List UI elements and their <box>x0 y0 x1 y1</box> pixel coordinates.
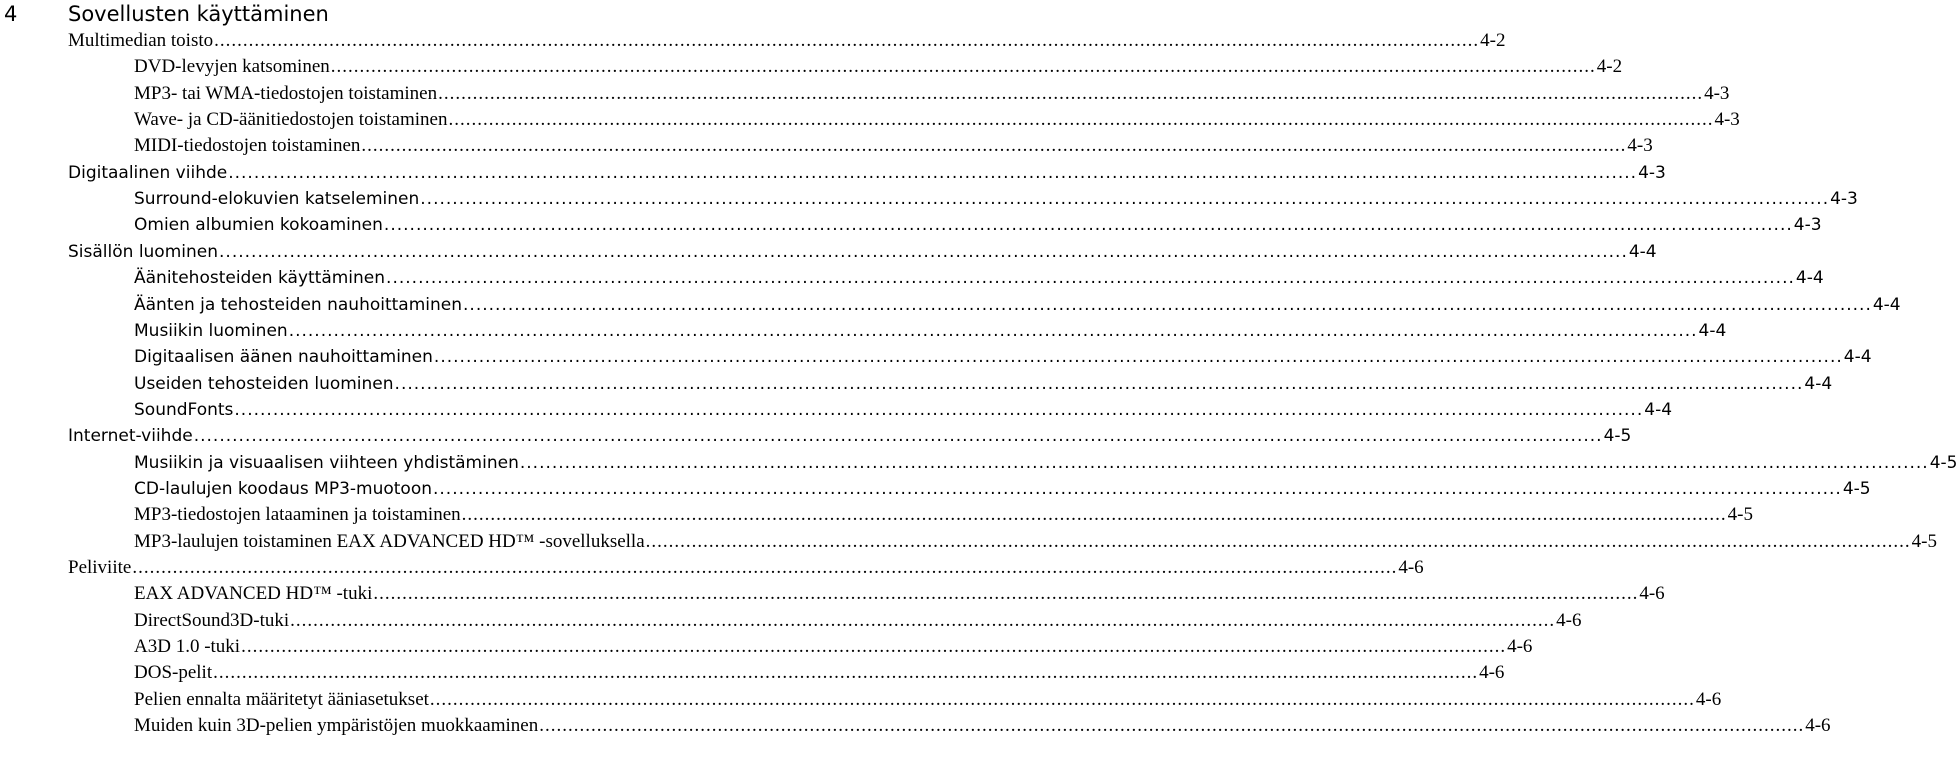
toc-page-number: 4-3 <box>1830 189 1858 210</box>
toc-page-number: 4-5 <box>1603 426 1632 447</box>
toc-entry-title: MP3- tai WMA-tiedostojen toistaminen <box>134 82 438 104</box>
toc-entry[interactable] <box>134 450 1957 476</box>
dot-leader: ............................................................................................................................................................................................................................ <box>394 373 1804 394</box>
chapter-header <box>0 0 960 28</box>
toc-page-number: 4-6 <box>1479 662 1505 684</box>
dot-leader: ............................................................................................................................................................................................................................ <box>383 215 1793 236</box>
toc-entry-title: MP3-laulujen toistaminen EAX ADVANCED HD™ -sovelluksella <box>134 530 645 552</box>
dot-leader: ............................................................................................................................................................................................................................ <box>448 109 1714 131</box>
toc-entry[interactable] <box>134 107 1740 133</box>
toc-entry[interactable] <box>134 687 1722 713</box>
toc-entry[interactable] <box>134 212 1822 238</box>
toc-entry-title: Internet-viihde <box>68 426 193 447</box>
dot-leader: ............................................................................................................................................................................................................................ <box>214 30 1480 51</box>
toc-page-number: 4-4 <box>1804 373 1833 394</box>
toc-entry[interactable] <box>68 28 1506 54</box>
toc-page-number: 4-4 <box>1628 241 1657 262</box>
toc-entry[interactable] <box>134 581 1665 607</box>
toc-entry[interactable] <box>134 529 1937 555</box>
toc-entry-title: A3D 1.0 -tuki <box>134 636 241 658</box>
dot-leader: ............................................................................................................................................................................................................................ <box>288 320 1698 341</box>
toc-entry-title: Omien albumien kokoaminen <box>134 215 383 236</box>
toc-page-number: 4-3 <box>1627 135 1653 157</box>
toc-entry-title: DOS-pelit <box>134 662 213 684</box>
toc-page-number: 4-6 <box>1805 715 1831 737</box>
toc-entry-title: MP3-tiedostojen lataaminen ja toistaminen <box>134 504 461 526</box>
dot-leader: ............................................................................................................................................................................................................................ <box>420 189 1830 210</box>
chapter-number: 4 <box>4 2 18 26</box>
toc-page-number: 4-2 <box>1480 30 1506 51</box>
toc-entry[interactable] <box>134 397 1673 423</box>
toc-entry[interactable] <box>134 660 1505 686</box>
toc-entry-title: Peliviite <box>68 557 132 578</box>
toc-page-number: 4-4 <box>1843 347 1872 368</box>
toc-entry-title: EAX ADVANCED HD™ -tuki <box>134 583 373 605</box>
toc-page-number: 4-2 <box>1596 56 1623 78</box>
toc-entry-title: SoundFonts <box>134 399 234 420</box>
toc-entry-title: Surround-elokuvien katseleminen <box>134 189 420 210</box>
toc-page-number: 4-5 <box>1911 530 1937 552</box>
toc-page-number: 4-4 <box>1872 294 1901 315</box>
dot-leader: ............................................................................................................................................................................................................................ <box>429 688 1695 710</box>
toc-entry-title: Musiikin luominen <box>134 320 288 341</box>
dot-leader: ............................................................................................................................................................................................................................ <box>433 347 1843 368</box>
toc-entry[interactable] <box>134 133 1653 159</box>
toc-page-number: 4-3 <box>1793 215 1822 236</box>
dot-leader: ............................................................................................................................................................................................................................ <box>438 82 1704 104</box>
dot-leader: ............................................................................................................................................................................................................................ <box>519 452 1929 473</box>
toc-page-number: 4-3 <box>1714 109 1740 131</box>
toc-entry-title: CD-laulujen koodaus MP3-muotoon <box>134 478 432 499</box>
dot-leader: ............................................................................................................................................................................................................................ <box>213 662 1479 684</box>
dot-leader: ............................................................................................................................................................................................................................ <box>193 426 1603 447</box>
toc-entry-title: Digitaalinen viihde <box>68 162 228 183</box>
dot-leader: ............................................................................................................................................................................................................................ <box>132 557 1398 578</box>
dot-leader: ............................................................................................................................................................................................................................ <box>290 609 1556 631</box>
toc-entry[interactable] <box>134 318 1727 344</box>
toc-page-number: 4-5 <box>1727 504 1753 526</box>
toc-entry-title: Sisällön luominen <box>68 241 219 262</box>
toc-entry[interactable] <box>134 292 1901 318</box>
toc-entry[interactable] <box>68 160 1666 186</box>
toc-page-number: 4-6 <box>1398 557 1424 578</box>
dot-leader: ............................................................................................................................................................................................................................ <box>433 478 1842 499</box>
toc-entry[interactable] <box>134 186 1858 212</box>
toc-entry[interactable] <box>68 423 1632 449</box>
toc-page-number: 4-6 <box>1507 636 1533 658</box>
toc-entry-title: Musiikin ja visuaalisen viihteen yhdistäminen <box>134 452 519 473</box>
dot-leader: ............................................................................................................................................................................................................................ <box>463 294 1872 315</box>
toc-page-number: 4-3 <box>1638 162 1666 183</box>
toc-entry[interactable] <box>134 502 1753 528</box>
toc-entry-title: Äänten ja tehosteiden nauhoittaminen <box>134 294 463 315</box>
toc-page-number: 4-4 <box>1795 268 1824 289</box>
chapter-title: Sovellusten käyttäminen <box>68 2 329 26</box>
toc-entry[interactable] <box>134 344 1872 370</box>
dot-leader: ............................................................................................................................................................................................................................ <box>461 504 1727 526</box>
toc-page-number: 4-6 <box>1695 688 1722 710</box>
toc-entry[interactable] <box>134 713 1831 739</box>
toc-entry-title: Pelien ennalta määritetyt ääniasetukset <box>134 688 429 710</box>
dot-leader: ............................................................................................................................................................................................................................ <box>241 636 1507 658</box>
toc-entry-title: DirectSound3D-tuki <box>134 609 290 631</box>
toc-entry[interactable] <box>134 81 1730 107</box>
dot-leader: ............................................................................................................................................................................................................................ <box>219 241 1628 262</box>
toc-page-number: 4-6 <box>1556 609 1582 631</box>
dot-leader: ............................................................................................................................................................................................................................ <box>228 162 1638 183</box>
toc-page-number: 4-5 <box>1929 452 1957 473</box>
toc-page-number: 4-4 <box>1698 320 1727 341</box>
toc-entry-title: Useiden tehosteiden luominen <box>134 373 394 394</box>
toc-page-number: 4-3 <box>1704 82 1730 104</box>
toc-entry[interactable] <box>134 371 1833 397</box>
toc-entry[interactable] <box>68 239 1657 265</box>
dot-leader: ............................................................................................................................................................................................................................ <box>330 56 1596 78</box>
toc-entry-title: Digitaalisen äänen nauhoittaminen <box>134 347 433 368</box>
toc-entry[interactable] <box>134 265 1824 291</box>
toc-entry-title: MIDI-tiedostojen toistaminen <box>134 135 361 157</box>
toc-entry-title: DVD-levyjen katsominen <box>134 56 330 78</box>
dot-leader: ............................................................................................................................................................................................................................ <box>539 715 1805 737</box>
dot-leader: ............................................................................................................................................................................................................................ <box>361 135 1627 157</box>
toc-entry-title: Äänitehosteiden käyttäminen <box>134 268 386 289</box>
toc-page-number: 4-4 <box>1644 399 1673 420</box>
toc-entry-title: Multimedian toisto <box>68 30 214 51</box>
dot-leader: ............................................................................................................................................................................................................................ <box>373 583 1639 605</box>
toc-page-number: 4-5 <box>1842 478 1871 499</box>
toc-entry[interactable] <box>68 555 1424 581</box>
toc-entry[interactable] <box>134 476 1871 502</box>
dot-leader: ............................................................................................................................................................................................................................ <box>645 530 1911 552</box>
toc-entry-title: Muiden kuin 3D-pelien ympäristöjen muokkaaminen <box>134 715 539 737</box>
toc-entry[interactable] <box>134 634 1533 660</box>
toc-entry[interactable] <box>134 608 1582 634</box>
toc-entry-title: Wave- ja CD-äänitiedostojen toistaminen <box>134 109 448 131</box>
toc-entry[interactable] <box>134 54 1623 80</box>
dot-leader: ............................................................................................................................................................................................................................ <box>386 268 1795 289</box>
toc-page-number: 4-6 <box>1639 583 1665 605</box>
dot-leader: ............................................................................................................................................................................................................................ <box>234 399 1644 420</box>
